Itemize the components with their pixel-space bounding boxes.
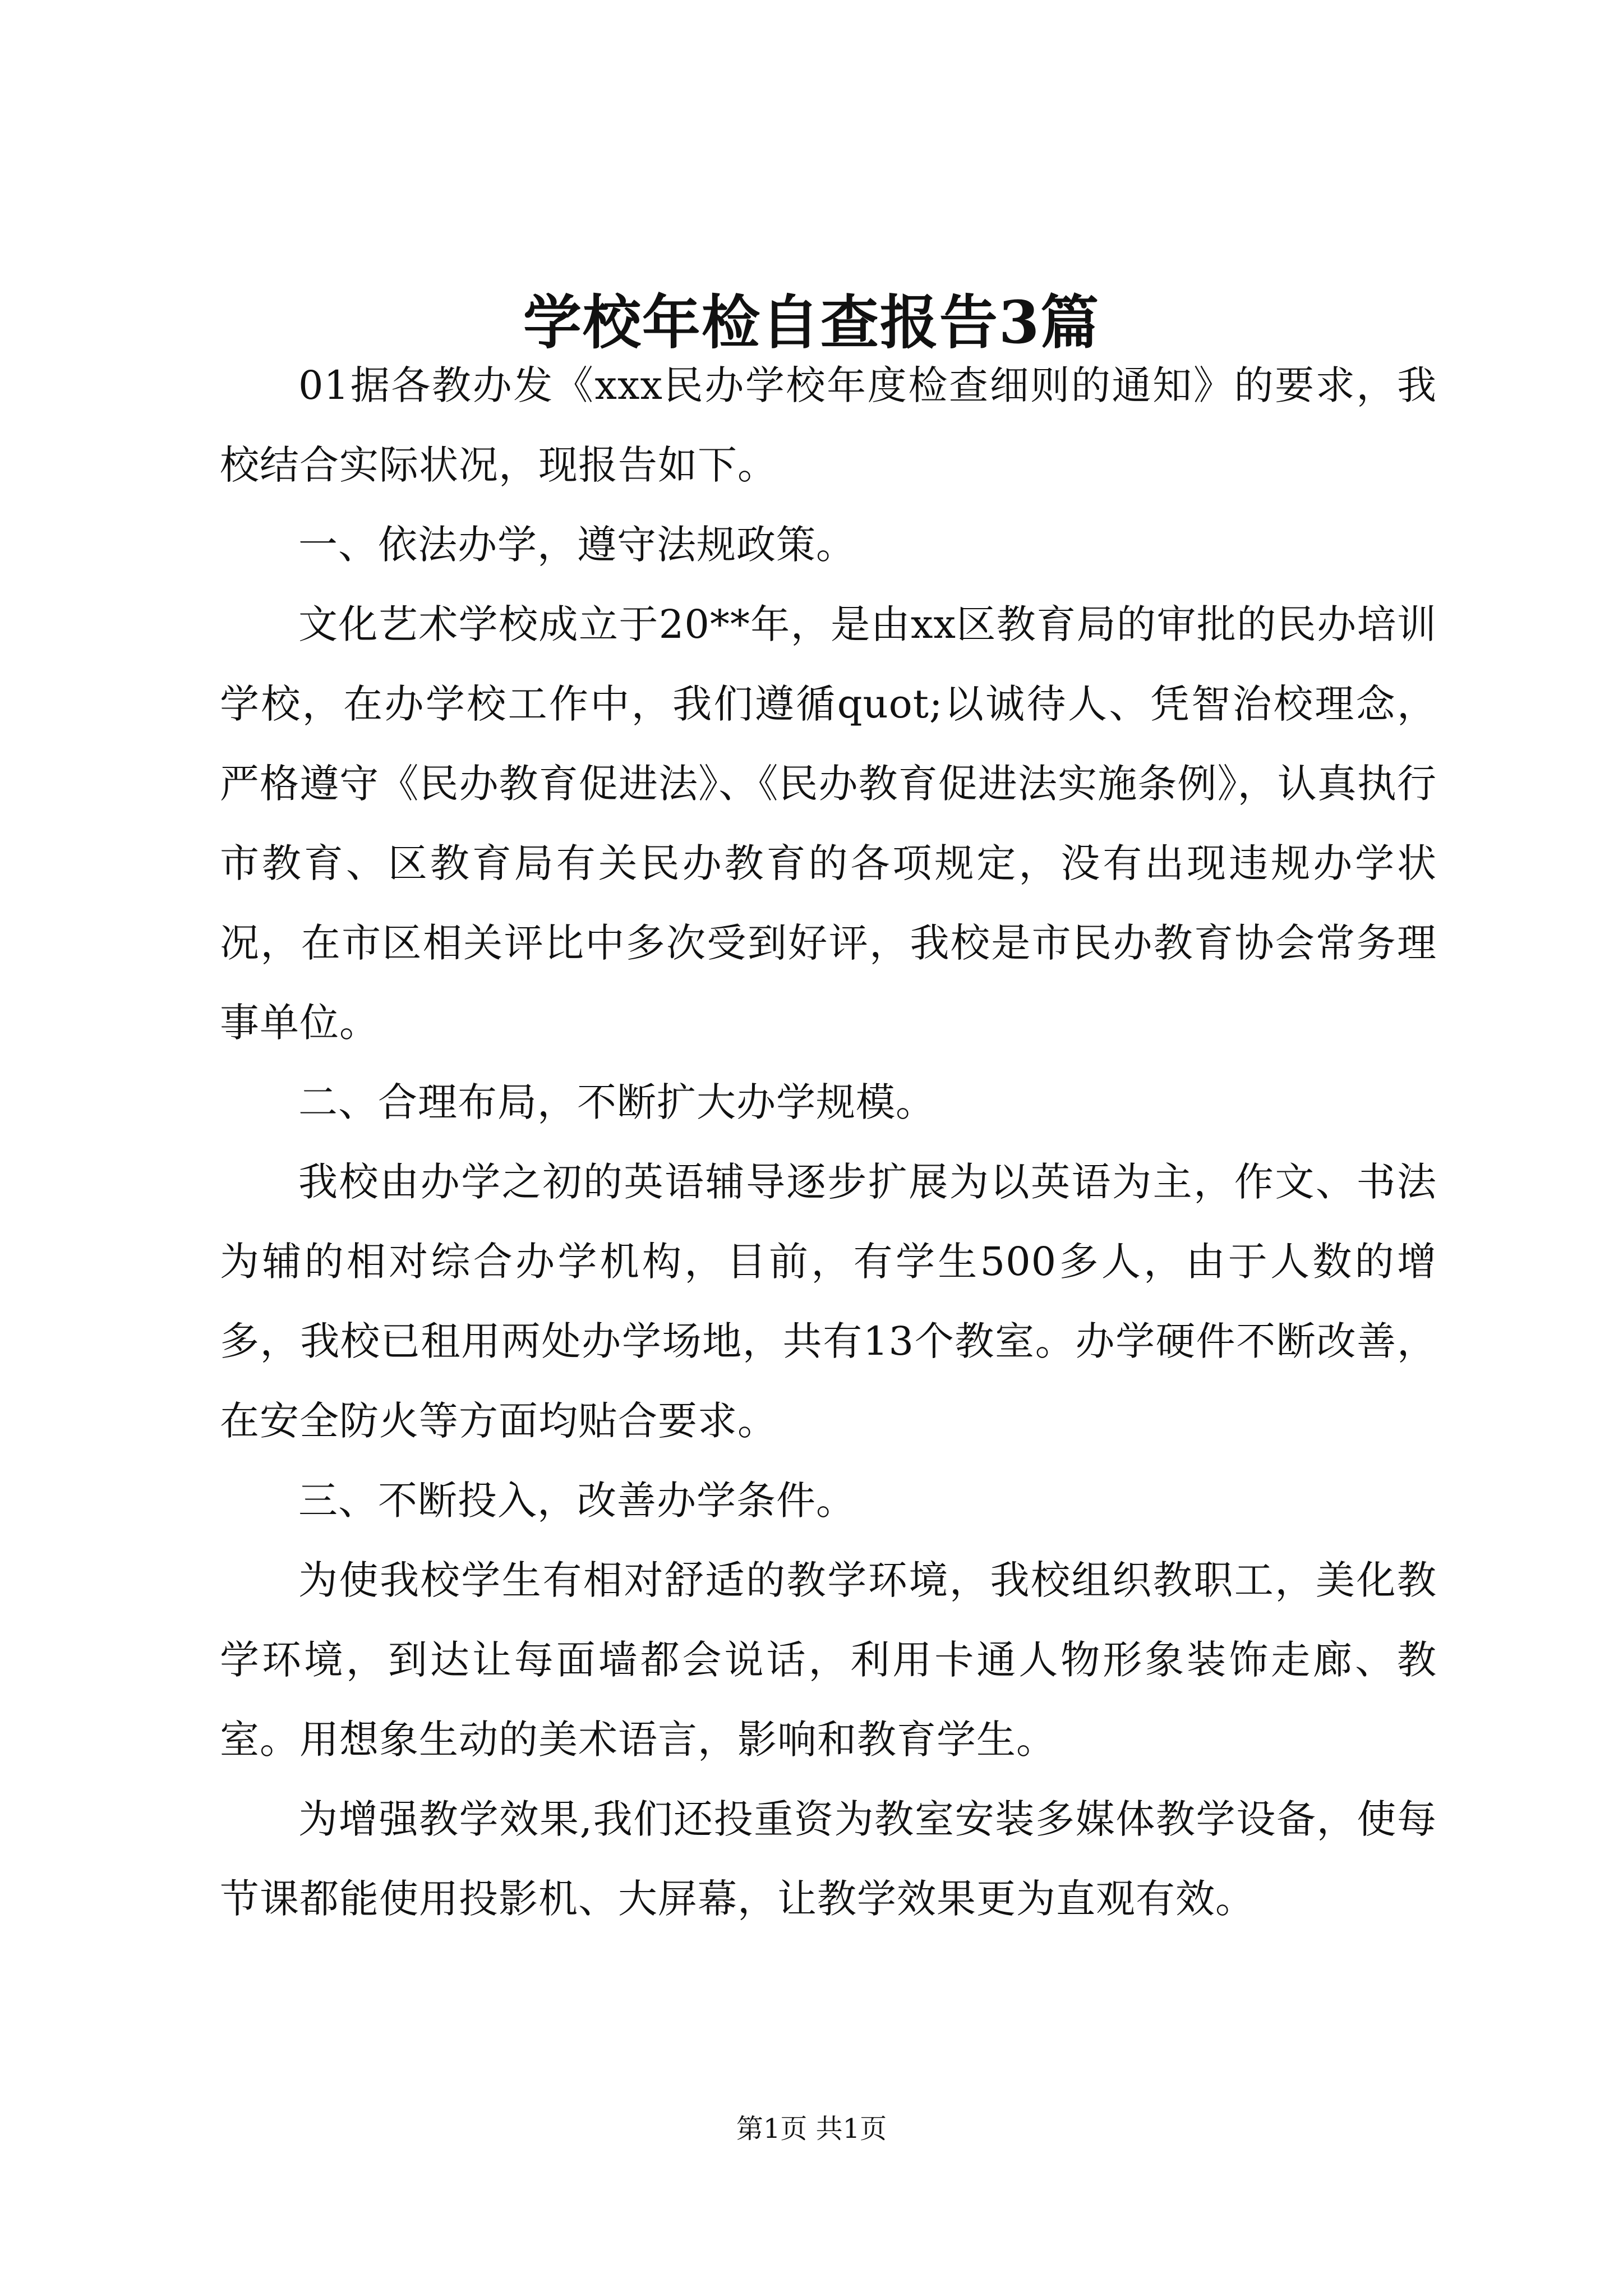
page-footer: 第1页 共1页: [736, 2113, 887, 2145]
document-title: 学校年检自查报告3篇: [523, 288, 1100, 357]
paragraph-section-3b: 为增强教学效果,我们还投重资为教室安装多媒体教学设备，使每节课都能使用投影机、大屏幕，让教学效果更为直观有效。: [220, 1796, 1437, 1922]
paragraph-intro: 01据各教办发《xxx民办学校年度检查细则的通知》的要求，我校结合实际状况，现报告如下。: [220, 362, 1437, 488]
document-body: [220, 346, 1437, 1939]
paragraph-section-2: 我校由办学之初的英语辅导逐步扩展为以英语为主，作文、书法为辅的相对综合办学机构，目前，有学生500多人，由于人数的增多，我校已租用两处办学场地，共有13个教室。办学硬件不断改善，在安全防火等方面均贴合要求。: [220, 1159, 1437, 1444]
paragraph-section-1: 文化艺术学校成立于20**年，是由xx区教育局的审批的民办培训学校，在办学校工作中，我们遵循quot;以诚待人、凭智治校理念，严格遵守《民办教育促进法》、《民办教育促进法实施条例》，认真执行市教育、区教育局有关民办教育的各项规定，没有出现违规办学状况，在市区相关评比中多次受到好评，我校是市民办教育协会常务理事单位。: [220, 601, 1437, 1046]
paragraph-section-3a: 为使我校学生有相对舒适的教学环境，我校组织教职工，美化教学环境，到达让每面墙都会说话，利用卡通人物形象装饰走廊、教室。用想象生动的美术语言，影响和教育学生。: [220, 1557, 1437, 1763]
section-heading-2: 二、合理布局，不断扩大办学规模。: [298, 1079, 935, 1125]
section-heading-3: 三、不断投入，改善办学条件。: [298, 1478, 856, 1524]
section-heading-1: 一、依法办学，遵守法规政策。: [298, 522, 856, 568]
